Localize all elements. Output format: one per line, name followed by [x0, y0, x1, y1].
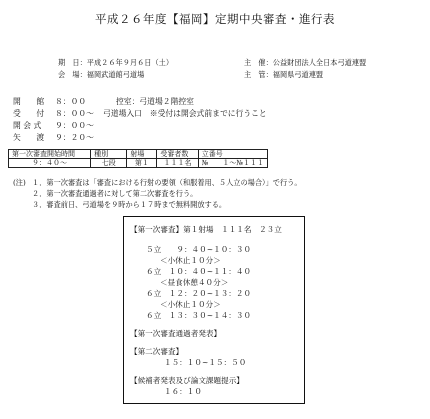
note-item: ３．審査前日、弓道場を９時から１７時まで無料開放する。	[32, 200, 227, 209]
second-exam-header: 【第二次審査】	[130, 347, 184, 356]
notes-prefix: (注)	[13, 178, 26, 187]
table-header-cell: 第一次審査開始時間	[9, 150, 91, 159]
table-row	[9, 159, 268, 168]
schedule-label: 開 館	[13, 97, 45, 106]
table-header-row	[9, 150, 268, 159]
page-title: 平成２６年度【福岡】定期中央審査・進行表	[95, 12, 335, 26]
table-cell: ９：４０～	[9, 159, 91, 168]
schedule-note: 控室：弓道場２階控室	[116, 97, 194, 106]
break-line: ＜小休止１０分＞	[160, 300, 221, 309]
note-item: ２．第一次審査通過者に対して第二次審査を行う。	[32, 189, 198, 198]
note-item: １．第一次審査は「審査における行射の要領（和服着用、５人立の場合）」で行う。	[32, 178, 302, 187]
info-date-label: 期 日：	[58, 58, 87, 67]
round-line: ６立 １０：４０~１１：４０	[146, 267, 252, 276]
info-date	[58, 59, 173, 66]
table-cell: 第１	[127, 159, 157, 168]
schedule-time: ８：００～	[55, 109, 94, 118]
schedule-time: ８：００	[55, 97, 87, 106]
info-venue	[58, 71, 144, 78]
pass-header: 【第一次審査通過者発表】	[130, 329, 222, 338]
final-header: 【候補者発表及び論文課題提示】	[130, 376, 244, 385]
exam-table	[8, 149, 268, 168]
second-exam-time: １５：１０~１５：５０	[164, 358, 247, 367]
info-manager	[244, 71, 323, 78]
schedule-note: 弓道場入口 ※受付は開会式前までに行うこと	[103, 109, 267, 118]
round-line: ６立 １３：３０~１４：３０	[146, 311, 252, 320]
table-cell: 七段	[91, 159, 127, 168]
first-exam-header: 【第一次審査】第１射場 １１１名 ２３立	[130, 225, 282, 234]
break-line: ＜小休止１０分＞	[160, 256, 221, 265]
table-header-cell: 立番号	[198, 150, 267, 159]
schedule-label: 開 会 式	[13, 121, 42, 130]
table-cell: １１１名	[157, 159, 198, 168]
table-header-cell: 種別	[91, 150, 127, 159]
schedule-time: ９：２０～	[55, 133, 94, 142]
info-manager-value: 福岡県弓道連盟	[272, 70, 324, 79]
timetable-box	[123, 216, 305, 404]
schedule-label: 矢 渡	[13, 133, 45, 142]
final-time: １６：１０	[164, 387, 202, 396]
schedule-time: ９：００～	[55, 121, 94, 130]
table-header-cell: 受審者数	[157, 150, 198, 159]
info-organizer-value: 公益財団法人全日本弓道連盟	[272, 58, 367, 67]
info-organizer	[244, 59, 366, 66]
schedule-label: 受 付	[13, 109, 45, 118]
info-date-value: 平成２６年９月６日（土）	[86, 58, 174, 67]
info-organizer-label: 主 催：	[244, 58, 273, 67]
table-header-cell: 射場	[127, 150, 157, 159]
round-line: ５立 ９：４０~１０：３０	[146, 245, 252, 254]
table-cell: № １～№１１１	[198, 159, 267, 168]
info-manager-label: 主 管：	[244, 70, 273, 79]
break-line: ＜昼食休憩４０分＞	[160, 278, 229, 287]
info-venue-label: 会 場：	[58, 70, 87, 79]
info-venue-value: 福岡武道館弓道場	[86, 70, 145, 79]
round-line: ６立 １２：２０~１３：２０	[146, 289, 252, 298]
